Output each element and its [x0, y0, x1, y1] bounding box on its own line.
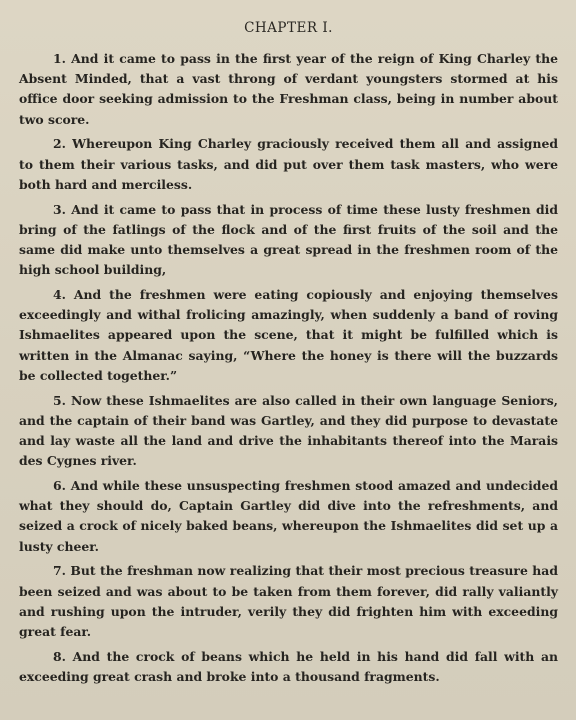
verse-1: 1. And it came to pass in the first year of the reign of King Charley the Absent Minded, that a vast throng of verdant youngsters stormed at his office door seeking admission to the Freshman class, being in number about two score. [19, 51, 558, 127]
chapter-text [19, 49, 558, 687]
verse-7: 7. But the freshman now realizing that their most precious treasure had been seized and was about to be taken from them forever, did rally valiantly and rushing upon the intruder, verily they did frighten him with exceeding great fear. [19, 563, 558, 640]
verse-3: 3. And it came to pass that in process of time these lusty freshmen did bring of the fatlings of the flock and of the first fruits of the soil and the same did make unto themselves a great spread in the freshmen room of the high school building, [19, 201, 558, 278]
verse-5: 5. Now these Ishmaelites are also called in their own language Seniors, and the captain of their band was Gartley, and they did purpose to devastate and lay waste all the land and drive the inhabitants thereof into the Marais des Cygnes river. [19, 392, 558, 469]
verse-2: 2. Whereupon King Charley graciously received them all and assigned to them their various tasks, and did put over them task masters, who were both hard and merciless. [19, 136, 558, 192]
chapter-title: CHAPTER I. [244, 20, 333, 36]
verse-6: 6. And while these unsuspecting freshmen stood amazed and undecided what they should do, Captain Gartley did dive into the refreshments, and seized a crock of nicely baked beans, whereupon the Ishmaelites did set up a lusty cheer. [19, 478, 558, 554]
verse-8: 8. And the crock of beans which he held in his hand did fall with an exceeding great crash and broke into a thousand fragments. [19, 648, 558, 685]
verse-4: 4. And the freshmen were eating copiously and enjoying themselves exceedingly and withal frolicing amazingly, when suddenly a band of roving Ishmaelites appeared upon the scene, that it might be fulfilled which is written in the Almanac saying, “Where the honey is there will the buzzards be collected together.” [19, 287, 558, 383]
